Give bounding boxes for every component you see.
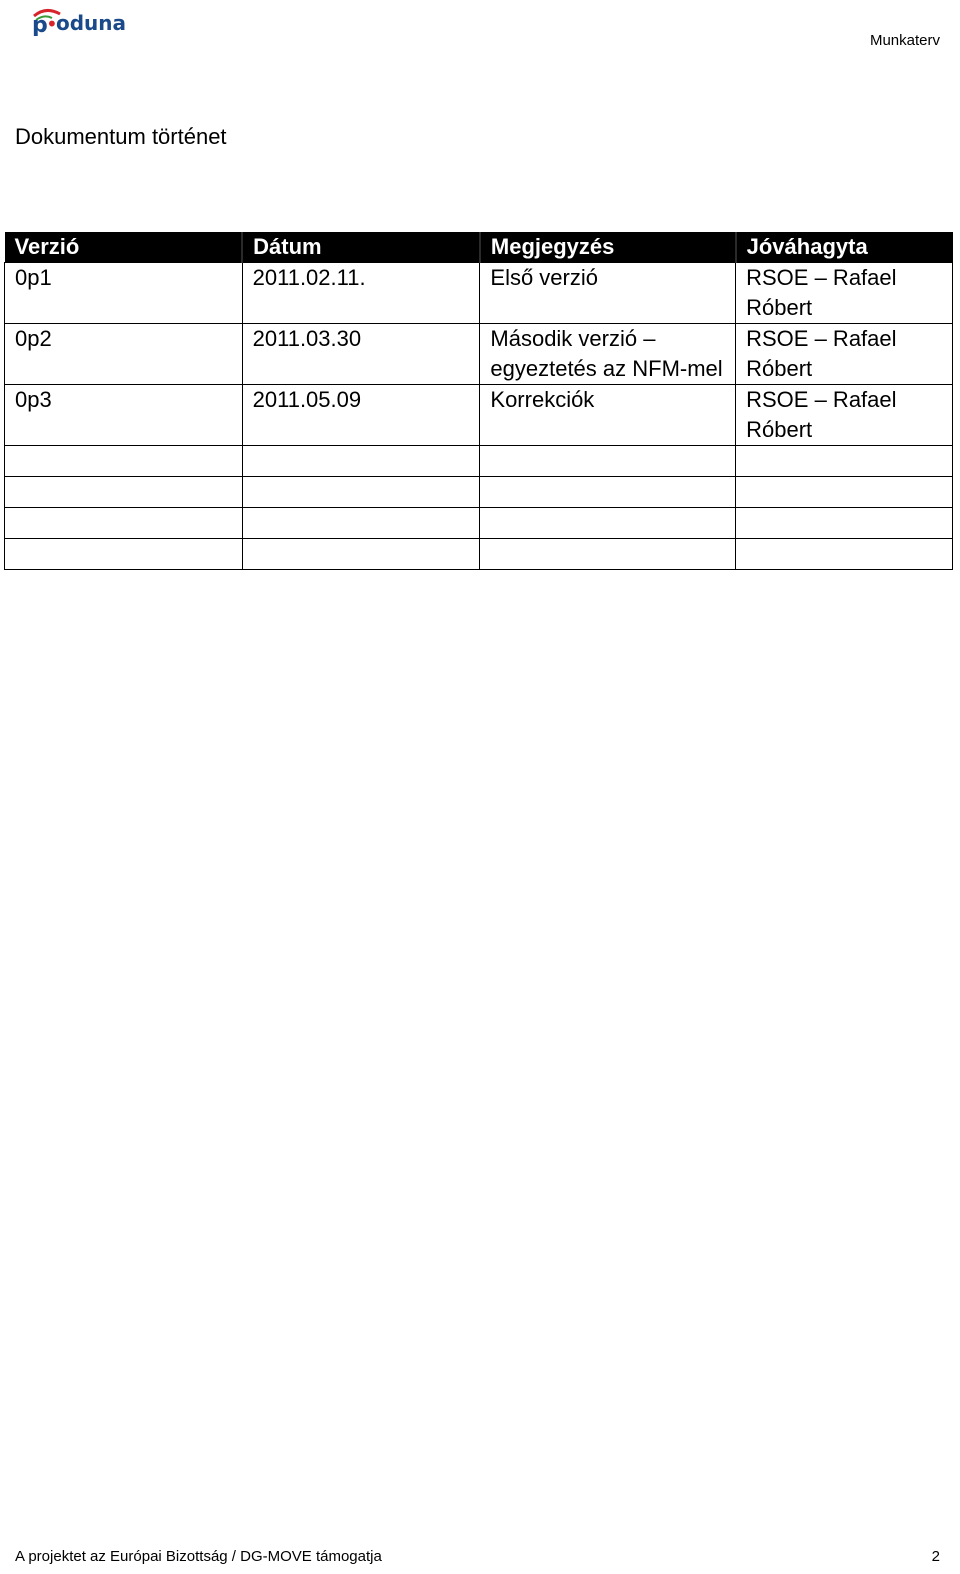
cell-date [242,539,480,570]
cell-approved-by [736,539,953,570]
cell-version [5,508,243,539]
cell-note: Korrekciók [480,385,736,446]
cell-note [480,477,736,508]
svg-text:oduna: oduna [56,11,127,35]
cell-approved-by: RSOE – Rafael Róbert [736,263,953,324]
table-row [5,263,953,324]
cell-note: Első verzió [480,263,736,324]
produna-logo-icon [30,6,136,36]
table-row [5,385,953,446]
cell-note [480,446,736,477]
table-row [5,539,953,570]
cell-note [480,539,736,570]
table-row [5,508,953,539]
table-row [5,477,953,508]
cell-approved-by [736,446,953,477]
cell-date [242,446,480,477]
page-number: 2 [931,1548,940,1565]
cell-version [5,477,243,508]
cell-version: 0p3 [5,385,243,446]
column-header-date: Dátum [242,232,480,263]
cell-date: 2011.05.09 [242,385,480,446]
cell-approved-by [736,508,953,539]
svg-text:•: • [46,12,58,36]
cell-date: 2011.03.30 [242,324,480,385]
section-title: Dokumentum történet [15,124,227,149]
produna-logo [30,4,136,38]
svg-text:p: p [32,13,48,36]
cell-date: 2011.02.11. [242,263,480,324]
cell-note: Második verzió – egyeztetés az NFM-mel [480,324,736,385]
cell-approved-by [736,477,953,508]
document-history-table [4,232,953,570]
table-row [5,446,953,477]
cell-version: 0p2 [5,324,243,385]
document-title: Munkaterv [869,32,940,49]
cell-approved-by: RSOE – Rafael Róbert [736,385,953,446]
column-header-note: Megjegyzés [480,232,736,263]
column-header-approved-by: Jóváhagyta [736,232,953,263]
cell-note [480,508,736,539]
cell-version: 0p1 [5,263,243,324]
table-header-row [5,232,953,263]
cell-version [5,539,243,570]
table-row [5,324,953,385]
cell-date [242,508,480,539]
column-header-version: Verzió [5,232,243,263]
cell-approved-by: RSOE – Rafael Róbert [736,324,953,385]
footer-funding-note: A projektet az Európai Bizottság / DG-MOVE támogatja [15,1548,382,1565]
cell-version [5,446,243,477]
cell-date [242,477,480,508]
